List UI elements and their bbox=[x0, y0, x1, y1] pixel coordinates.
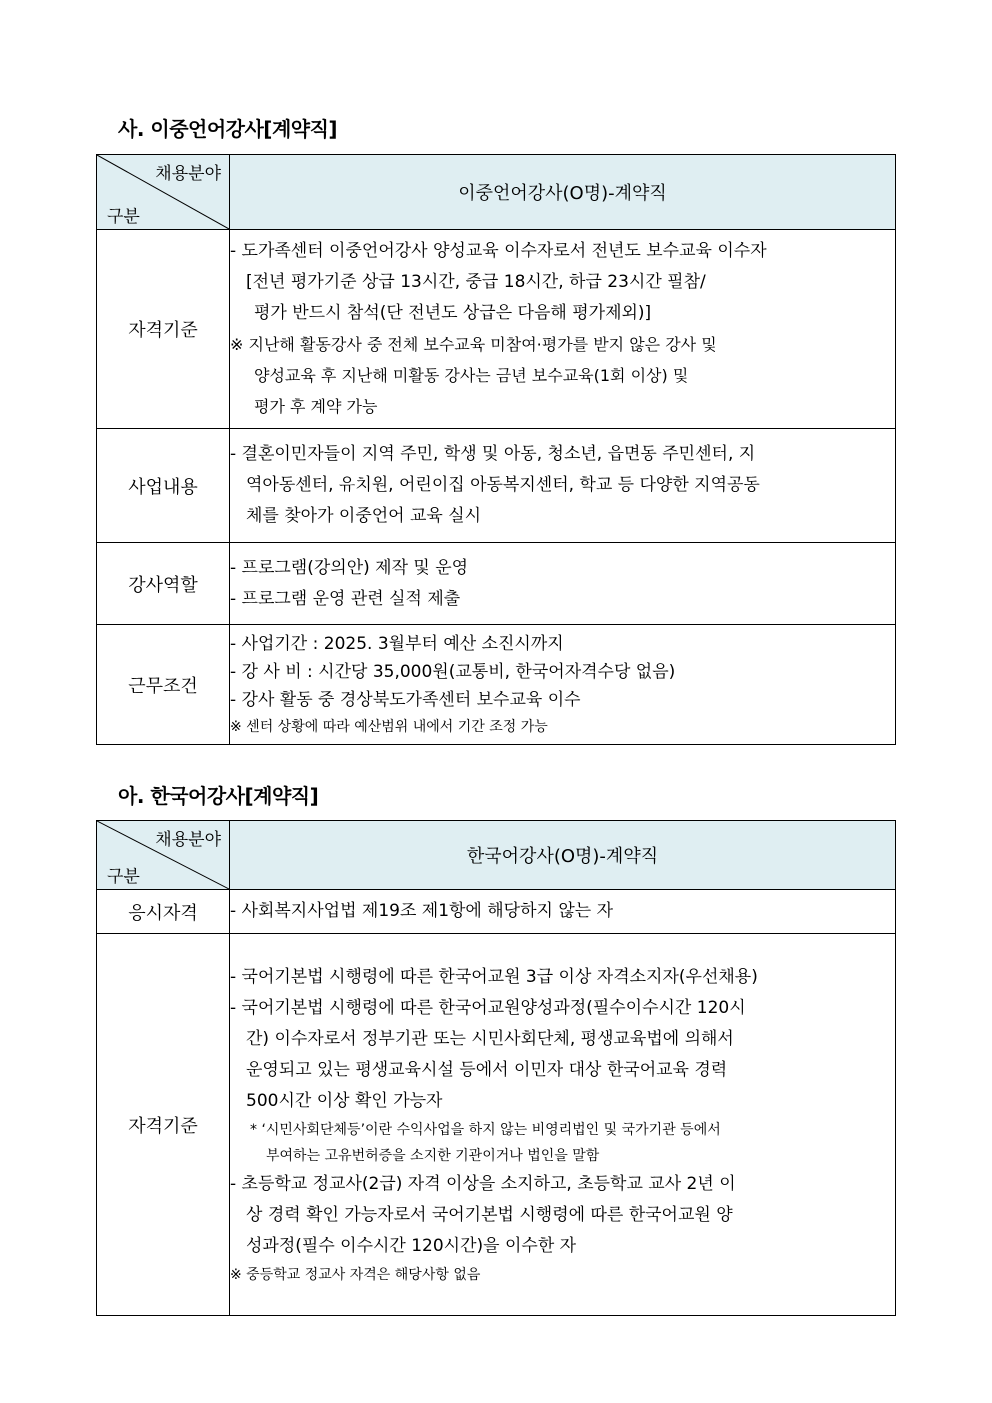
text-line: ※ 센터 상황에 따라 예산범위 내에서 기간 조정 가능 bbox=[230, 718, 548, 735]
text-line: 간) 이수자로서 정부기관 또는 시민사회단체, 평생교육법에 의해서 bbox=[246, 1028, 734, 1049]
row-content bbox=[230, 230, 896, 429]
text-line: - 강사 활동 중 경상북도가족센터 보수교육 이수 bbox=[230, 689, 581, 710]
text-line: - 결혼이민자들이 지역 주민, 학생 및 아동, 청소년, 읍면동 주민센터, 지 bbox=[230, 444, 756, 464]
table-row bbox=[97, 890, 896, 934]
row-label: 사업내용 bbox=[97, 429, 230, 543]
table-korean-instructor bbox=[96, 820, 896, 1316]
text-line: 성과정(필수 이수시간 120시간)을 이수한 자 bbox=[246, 1235, 577, 1256]
row-label: 근무조건 bbox=[97, 625, 230, 745]
text-line: * ‘시민사회단체등’이란 수익사업을 하지 않는 비영리법인 및 국가기관 등에서 bbox=[250, 1121, 721, 1138]
text-line: - 프로그램 운영 관련 실적 제출 bbox=[230, 588, 461, 609]
text-line: - 강 사 비 : 시간당 35,000원(교통비, 한국어자격수당 없음) bbox=[230, 661, 676, 682]
header-title: 한국어강사(O명)-계약직 bbox=[230, 821, 896, 890]
text-line: 평가 반드시 참석(단 전년도 상급은 다음해 평가제외)] bbox=[254, 303, 652, 323]
text-line: 양성교육 후 지난해 미활동 강사는 금년 보수교육(1회 이상) 및 bbox=[254, 366, 689, 385]
text-line: ※ 중등학교 정교사 자격은 해당사항 없음 bbox=[230, 1266, 481, 1283]
table-row bbox=[97, 230, 896, 429]
text-line: 500시간 이상 확인 가능자 bbox=[246, 1090, 443, 1111]
row-content bbox=[230, 429, 896, 543]
table-header-row bbox=[97, 155, 896, 230]
text-line: 체를 찾아가 이중언어 교육 실시 bbox=[246, 506, 482, 526]
text-line: [전년 평가기준 상급 13시간, 중급 18시간, 하급 23시간 필참/ bbox=[246, 272, 706, 292]
section-title-a: 아. 한국어강사[계약직] bbox=[118, 784, 319, 808]
text-line: - 도가족센터 이중언어강사 양성교육 이수자로서 전년도 보수교육 이수자 bbox=[230, 241, 767, 261]
corner-top-label: 채용분야 bbox=[155, 830, 221, 850]
row-label: 자격기준 bbox=[97, 230, 230, 429]
corner-top-label: 채용분야 bbox=[155, 164, 221, 184]
text-line: 상 경력 확인 가능자로서 국어기본법 시행령에 따른 한국어교원 양 bbox=[246, 1204, 733, 1225]
row-content bbox=[230, 934, 896, 1316]
text-line: - 국어기본법 시행령에 따른 한국어교원양성과정(필수이수시간 120시 bbox=[230, 997, 746, 1018]
corner-cell bbox=[97, 155, 230, 230]
table-row bbox=[97, 429, 896, 543]
row-label: 응시자격 bbox=[97, 890, 230, 934]
row-content bbox=[230, 890, 896, 934]
table-header-row bbox=[97, 821, 896, 890]
row-content bbox=[230, 543, 896, 625]
text-line: 역아동센터, 유치원, 어린이집 아동복지센터, 학교 등 다양한 지역공동 bbox=[246, 475, 760, 495]
text-line: - 국어기본법 시행령에 따른 한국어교원 3급 이상 자격소지자(우선채용) bbox=[230, 966, 758, 987]
row-label: 강사역할 bbox=[97, 543, 230, 625]
table-row bbox=[97, 934, 896, 1316]
corner-bottom-label: 구분 bbox=[107, 867, 140, 887]
table-row bbox=[97, 625, 896, 745]
header-title: 이중언어강사(O명)-계약직 bbox=[230, 155, 896, 230]
text-line: 평가 후 계약 가능 bbox=[254, 397, 378, 416]
text-line: - 사회복지사업법 제19조 제1항에 해당하지 않는 자 bbox=[230, 901, 614, 921]
corner-bottom-label: 구분 bbox=[107, 207, 140, 227]
text-line: - 사업기간 : 2025. 3월부터 예산 소진시까지 bbox=[230, 633, 564, 654]
text-line: - 초등학교 정교사(2급) 자격 이상을 소지하고, 초등학교 교사 2년 이 bbox=[230, 1173, 736, 1194]
row-label: 자격기준 bbox=[97, 934, 230, 1316]
table-row bbox=[97, 543, 896, 625]
text-line: 운영되고 있는 평생교육시설 등에서 이민자 대상 한국어교육 경력 bbox=[246, 1059, 728, 1080]
text-line: - 프로그램(강의안) 제작 및 운영 bbox=[230, 557, 469, 578]
row-content bbox=[230, 625, 896, 745]
section-title-sa: 사. 이중언어강사[계약직] bbox=[118, 117, 338, 141]
text-line: 부여하는 고유번허증을 소지한 기관이거나 법인을 말함 bbox=[266, 1147, 600, 1164]
text-line: ※ 지난해 활동강사 중 전체 보수교육 미참여·평가를 받지 않은 강사 및 bbox=[230, 335, 717, 354]
table-bilingual-instructor bbox=[96, 154, 896, 745]
corner-cell bbox=[97, 821, 230, 890]
